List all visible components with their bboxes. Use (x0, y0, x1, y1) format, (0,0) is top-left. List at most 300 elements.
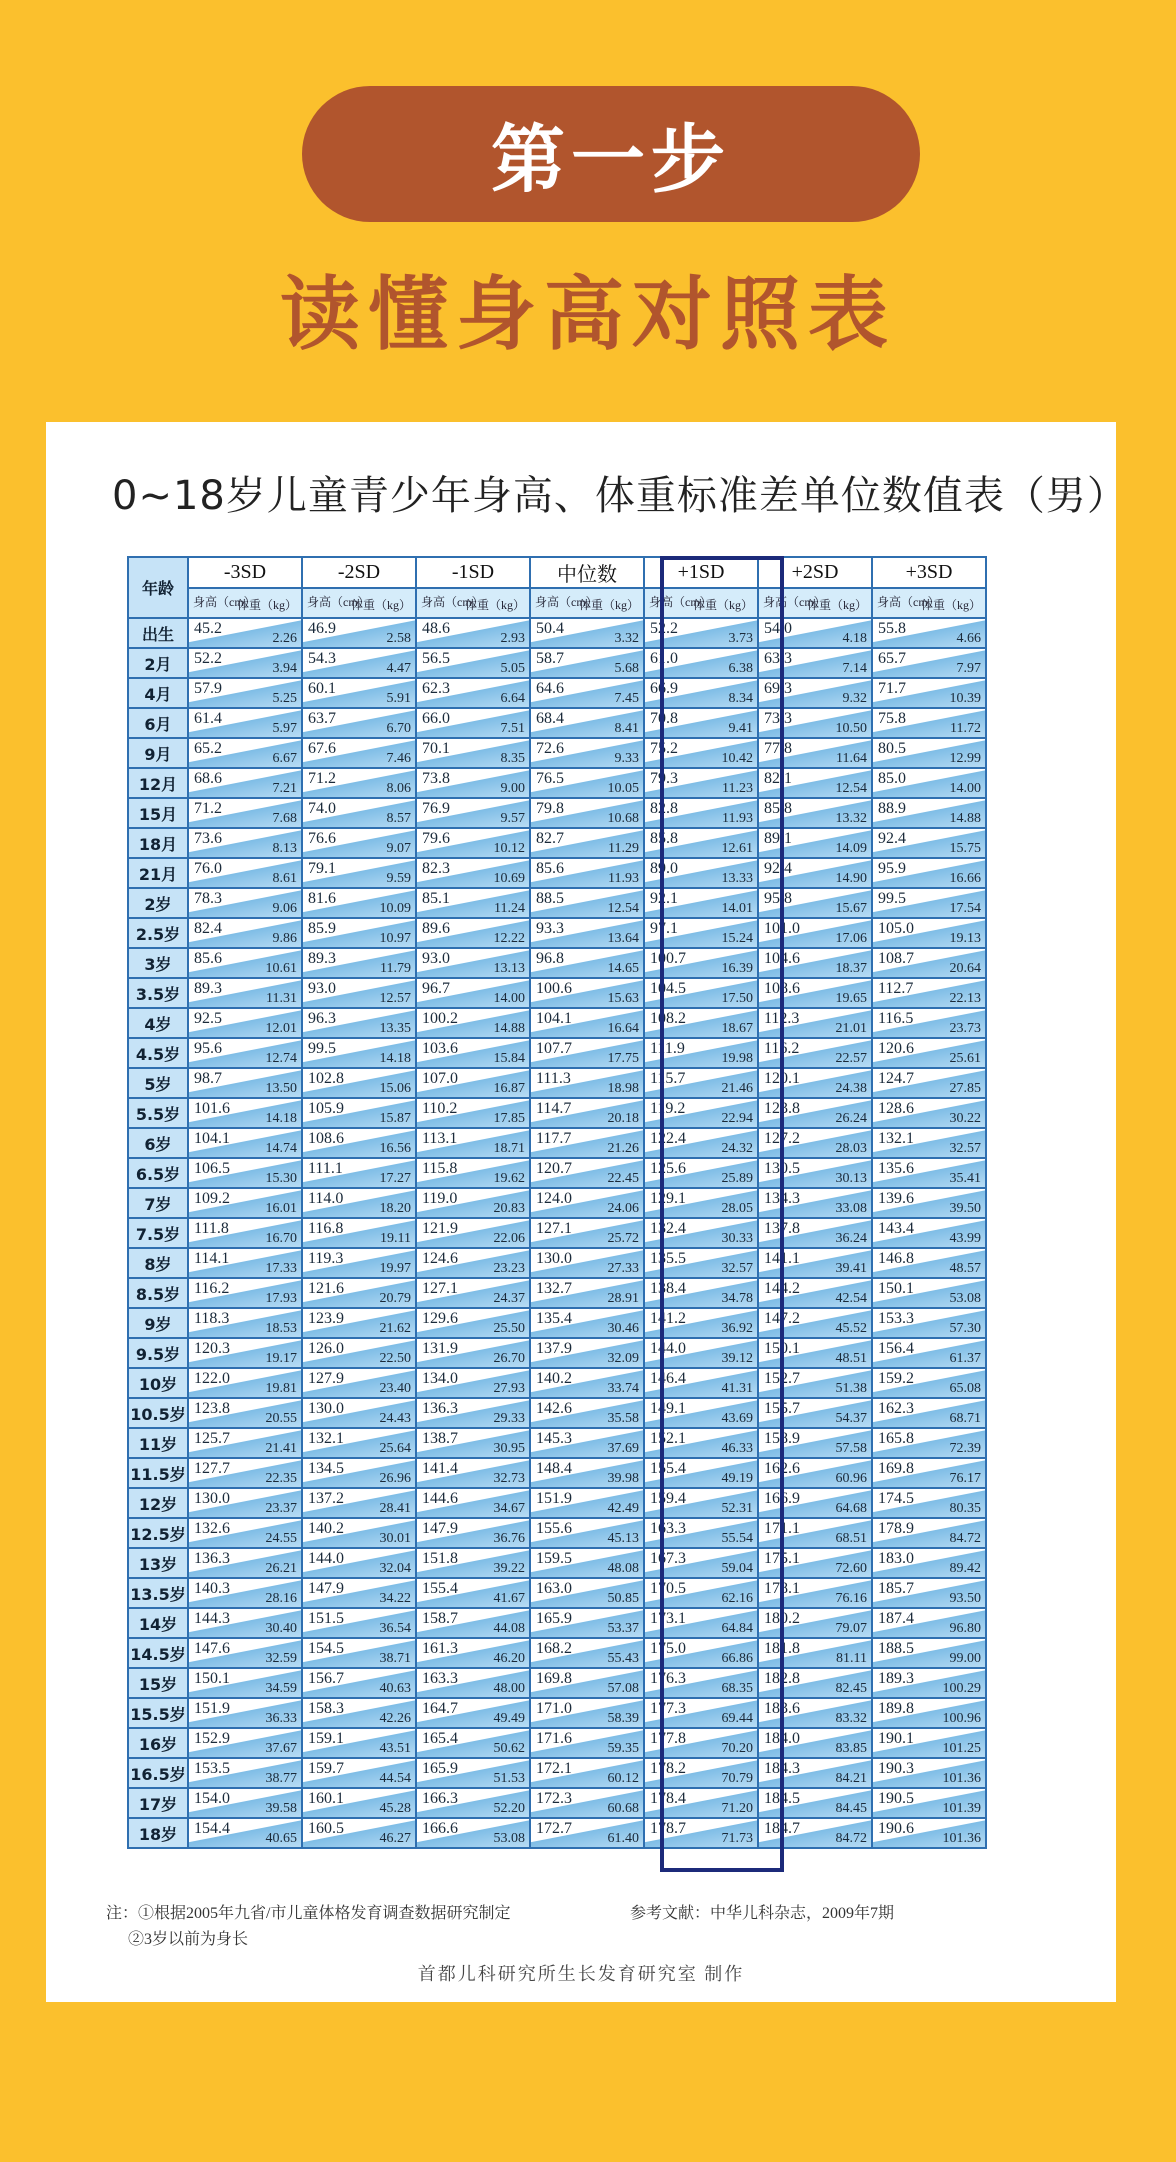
value-cell (302, 1158, 416, 1188)
weight-value: 23.73 (949, 1021, 981, 1036)
height-value: 89.1 (764, 830, 792, 847)
weight-value: 23.37 (265, 1501, 297, 1516)
value-cell (758, 1308, 872, 1338)
age-cell: 8岁 (128, 1248, 188, 1278)
table-row (128, 768, 986, 798)
height-value: 113.1 (422, 1130, 458, 1147)
height-unit-label: 身高（cm） (877, 595, 940, 609)
weight-value: 34.22 (379, 1591, 411, 1606)
value-cell (872, 948, 986, 978)
weight-value: 16.64 (607, 1021, 639, 1036)
value-cell (416, 1548, 530, 1578)
height-value: 115.8 (422, 1160, 458, 1177)
value-cell (416, 1398, 530, 1428)
height-value: 141.2 (650, 1310, 686, 1327)
value-cell (872, 1668, 986, 1698)
height-value: 130.0 (308, 1400, 344, 1417)
weight-value: 32.57 (949, 1141, 981, 1156)
value-cell (872, 1578, 986, 1608)
weight-value: 52.31 (721, 1501, 753, 1516)
height-value: 111.8 (194, 1220, 229, 1237)
table-row (128, 1698, 986, 1728)
weight-value: 23.23 (493, 1261, 525, 1276)
value-cell (872, 1488, 986, 1518)
value-cell (530, 618, 644, 648)
value-cell (530, 1608, 644, 1638)
value-cell (530, 1158, 644, 1188)
value-cell (416, 1578, 530, 1608)
weight-value: 12.22 (493, 931, 525, 946)
height-value: 184.5 (764, 1790, 800, 1807)
value-cell (758, 648, 872, 678)
value-cell (188, 1638, 302, 1668)
height-value: 174.5 (878, 1490, 914, 1507)
value-cell (644, 1608, 758, 1638)
value-cell (644, 708, 758, 738)
weight-unit-label: 体重（kg） (806, 598, 867, 612)
height-value: 104.1 (194, 1130, 230, 1147)
value-cell (416, 1008, 530, 1038)
value-cell (188, 738, 302, 768)
value-cell (758, 768, 872, 798)
weight-value: 61.37 (949, 1351, 981, 1366)
age-cell: 2岁 (128, 888, 188, 918)
height-value: 160.1 (308, 1790, 344, 1807)
value-cell (188, 1488, 302, 1518)
weight-value: 20.79 (379, 1291, 411, 1306)
weight-unit-label: 体重（kg） (920, 598, 981, 612)
age-cell: 5岁 (128, 1068, 188, 1098)
table-row (128, 1188, 986, 1218)
weight-value: 48.57 (949, 1261, 981, 1276)
height-value: 111.1 (308, 1160, 343, 1177)
height-value: 163.3 (422, 1670, 458, 1687)
weight-value: 16.39 (721, 961, 753, 976)
weight-value: 13.35 (379, 1021, 411, 1036)
height-value: 112.3 (764, 1010, 800, 1027)
weight-unit-label: 体重（kg） (692, 598, 753, 612)
height-value: 161.3 (422, 1640, 458, 1657)
height-value: 134.5 (308, 1460, 344, 1477)
age-cell: 12月 (128, 768, 188, 798)
height-value: 97.1 (650, 920, 678, 937)
weight-value: 38.77 (265, 1771, 297, 1786)
weight-value: 52.20 (493, 1801, 525, 1816)
weight-value: 14.00 (949, 781, 981, 796)
table-row (128, 1428, 986, 1458)
weight-value: 53.08 (949, 1291, 981, 1306)
height-value: 138.7 (422, 1430, 458, 1447)
value-cell (644, 1758, 758, 1788)
value-cell (302, 1518, 416, 1548)
value-cell (188, 948, 302, 978)
weight-value: 13.13 (493, 961, 525, 976)
value-cell (302, 1608, 416, 1638)
height-value: 153.5 (194, 1760, 230, 1777)
height-value: 166.9 (764, 1490, 800, 1507)
height-value: 129.1 (650, 1190, 686, 1207)
height-value: 144.0 (650, 1340, 686, 1357)
value-cell (644, 1788, 758, 1818)
weight-value: 25.64 (379, 1441, 411, 1456)
height-value: 187.4 (878, 1610, 914, 1627)
value-cell (872, 1248, 986, 1278)
height-unit-label: 身高（cm） (763, 595, 826, 609)
value-cell (758, 978, 872, 1008)
age-cell: 13.5岁 (128, 1578, 188, 1608)
height-value: 140.2 (308, 1520, 344, 1537)
unit-header-row (128, 588, 986, 618)
height-value: 145.3 (536, 1430, 572, 1447)
weight-value: 89.42 (949, 1561, 981, 1576)
value-cell (302, 648, 416, 678)
unit-header-cell (872, 588, 986, 618)
value-cell (758, 1548, 872, 1578)
weight-value: 7.51 (500, 721, 525, 736)
value-cell (644, 978, 758, 1008)
value-cell (416, 1158, 530, 1188)
weight-value: 76.17 (949, 1471, 981, 1486)
height-value: 67.6 (308, 740, 336, 757)
height-value: 165.9 (422, 1760, 458, 1777)
value-cell (872, 678, 986, 708)
height-value: 62.3 (422, 680, 450, 697)
value-cell (302, 1248, 416, 1278)
value-cell (302, 678, 416, 708)
height-value: 96.7 (422, 980, 450, 997)
age-cell: 9月 (128, 738, 188, 768)
weight-value: 45.13 (607, 1531, 639, 1546)
value-cell (644, 1578, 758, 1608)
height-value: 171.6 (536, 1730, 572, 1747)
height-value: 183.0 (878, 1550, 914, 1567)
value-cell (416, 1458, 530, 1488)
value-cell (872, 1038, 986, 1068)
age-cell: 18岁 (128, 1818, 188, 1848)
height-value: 82.3 (422, 860, 450, 877)
value-cell (416, 1368, 530, 1398)
age-cell: 4.5岁 (128, 1038, 188, 1068)
weight-value: 23.40 (379, 1381, 411, 1396)
value-cell (188, 1218, 302, 1248)
height-value: 99.5 (878, 890, 906, 907)
value-cell (758, 1158, 872, 1188)
height-value: 135.5 (650, 1250, 686, 1267)
value-cell (302, 1548, 416, 1578)
weight-value: 11.93 (608, 871, 639, 886)
height-value: 184.3 (764, 1760, 800, 1777)
value-cell (416, 1488, 530, 1518)
weight-value: 2.58 (386, 631, 411, 646)
height-value: 169.8 (878, 1460, 914, 1477)
weight-value: 36.33 (265, 1711, 297, 1726)
weight-value: 79.07 (835, 1621, 867, 1636)
height-value: 45.2 (194, 620, 222, 637)
weight-value: 10.42 (721, 751, 753, 766)
height-value: 132.6 (194, 1520, 230, 1537)
height-value: 104.5 (650, 980, 686, 997)
value-cell (188, 1728, 302, 1758)
value-cell (530, 1518, 644, 1548)
weight-value: 10.09 (379, 901, 411, 916)
weight-value: 15.67 (835, 901, 867, 916)
value-cell (188, 1398, 302, 1428)
value-cell (302, 948, 416, 978)
weight-value: 30.33 (721, 1231, 753, 1246)
age-cell: 11岁 (128, 1428, 188, 1458)
value-cell (644, 1698, 758, 1728)
value-cell (302, 1278, 416, 1308)
height-value: 172.1 (536, 1760, 572, 1777)
value-cell (416, 1188, 530, 1218)
value-cell (872, 1008, 986, 1038)
weight-value: 2.26 (272, 631, 297, 646)
value-cell (416, 1038, 530, 1068)
value-cell (872, 1788, 986, 1818)
age-cell: 15岁 (128, 1668, 188, 1698)
weight-value: 54.37 (835, 1411, 867, 1426)
value-cell (872, 918, 986, 948)
height-value: 72.6 (536, 740, 564, 757)
height-value: 190.5 (878, 1790, 914, 1807)
weight-value: 8.57 (386, 811, 411, 826)
height-value: 127.2 (764, 1130, 800, 1147)
value-cell (644, 918, 758, 948)
weight-value: 22.06 (493, 1231, 525, 1246)
weight-value: 44.54 (379, 1771, 411, 1786)
unit-header-cell (758, 588, 872, 618)
value-cell (644, 1008, 758, 1038)
weight-value: 18.53 (265, 1321, 297, 1336)
weight-value: 16.87 (493, 1081, 525, 1096)
value-cell (872, 888, 986, 918)
height-value: 172.7 (536, 1820, 572, 1837)
weight-value: 57.08 (607, 1681, 639, 1696)
height-value: 89.3 (308, 950, 336, 967)
weight-value: 41.67 (493, 1591, 525, 1606)
value-cell (188, 1308, 302, 1338)
value-cell (188, 1428, 302, 1458)
value-cell (758, 1248, 872, 1278)
height-value: 112.7 (878, 980, 914, 997)
value-cell (644, 768, 758, 798)
value-cell (530, 1728, 644, 1758)
height-value: 127.1 (422, 1280, 458, 1297)
height-value: 125.6 (650, 1160, 686, 1177)
value-cell (530, 1428, 644, 1458)
height-value: 88.9 (878, 800, 906, 817)
weight-value: 10.97 (379, 931, 411, 946)
height-value: 89.6 (422, 920, 450, 937)
value-cell (872, 1458, 986, 1488)
height-value: 188.5 (878, 1640, 914, 1657)
height-value: 127.1 (536, 1220, 572, 1237)
height-value: 124.7 (878, 1070, 914, 1087)
value-cell (872, 1338, 986, 1368)
sd-header-row (128, 557, 986, 588)
weight-value: 10.39 (949, 691, 981, 706)
height-value: 108.7 (878, 950, 914, 967)
value-cell (302, 1578, 416, 1608)
height-value: 85.0 (878, 770, 906, 787)
height-value: 119.2 (650, 1100, 686, 1117)
table-row (128, 1248, 986, 1278)
height-value: 159.7 (308, 1760, 344, 1777)
weight-value: 8.13 (272, 841, 297, 856)
weight-value: 12.57 (379, 991, 411, 1006)
height-value: 151.9 (536, 1490, 572, 1507)
weight-value: 24.32 (721, 1141, 753, 1156)
weight-value: 20.64 (949, 961, 981, 976)
age-cell: 16.5岁 (128, 1758, 188, 1788)
sd-column-header: +1SD (644, 557, 758, 588)
height-value: 159.1 (308, 1730, 344, 1747)
weight-value: 8.41 (614, 721, 639, 736)
height-value: 137.9 (536, 1340, 572, 1357)
height-value: 54.3 (308, 650, 336, 667)
height-value: 123.8 (194, 1400, 230, 1417)
value-cell (644, 1308, 758, 1338)
value-cell (416, 1518, 530, 1548)
height-value: 154.4 (194, 1820, 230, 1837)
value-cell (416, 1248, 530, 1278)
height-value: 184.7 (764, 1820, 800, 1837)
value-cell (188, 1518, 302, 1548)
height-value: 173.1 (650, 1610, 686, 1627)
weight-value: 48.51 (835, 1351, 867, 1366)
weight-value: 15.30 (265, 1171, 297, 1186)
weight-value: 65.08 (949, 1381, 981, 1396)
weight-value: 8.06 (386, 781, 411, 796)
weight-value: 7.97 (956, 661, 981, 676)
value-cell (644, 1428, 758, 1458)
weight-value: 14.00 (493, 991, 525, 1006)
table-row (128, 948, 986, 978)
weight-value: 55.54 (721, 1531, 753, 1546)
value-cell (644, 1068, 758, 1098)
weight-value: 22.57 (835, 1051, 867, 1066)
weight-value: 27.85 (949, 1081, 981, 1096)
value-cell (530, 708, 644, 738)
weight-value: 14.65 (607, 961, 639, 976)
height-value: 66.9 (650, 680, 678, 697)
weight-value: 19.17 (265, 1351, 297, 1366)
value-cell (416, 1278, 530, 1308)
height-value: 165.9 (536, 1610, 572, 1627)
weight-value: 83.85 (835, 1741, 867, 1756)
height-weight-table (127, 556, 987, 1849)
weight-value: 18.98 (607, 1081, 639, 1096)
value-cell (188, 1038, 302, 1068)
value-cell (872, 1278, 986, 1308)
value-cell (530, 1308, 644, 1338)
height-value: 58.7 (536, 650, 564, 667)
value-cell (644, 1158, 758, 1188)
value-cell (302, 1128, 416, 1158)
weight-value: 43.99 (949, 1231, 981, 1246)
weight-value: 39.50 (949, 1201, 981, 1216)
value-cell (758, 1758, 872, 1788)
height-value: 190.3 (878, 1760, 914, 1777)
weight-value: 12.99 (949, 751, 981, 766)
value-cell (872, 618, 986, 648)
height-value: 156.4 (878, 1340, 914, 1357)
value-cell (644, 1128, 758, 1158)
value-cell (530, 858, 644, 888)
value-cell (644, 1728, 758, 1758)
weight-unit-label: 体重（kg） (236, 598, 297, 612)
value-cell (644, 948, 758, 978)
height-value: 155.4 (650, 1460, 686, 1477)
weight-value: 17.50 (721, 991, 753, 1006)
value-cell (188, 1788, 302, 1818)
weight-value: 16.56 (379, 1141, 411, 1156)
weight-value: 68.51 (835, 1531, 867, 1546)
weight-value: 66.86 (721, 1651, 753, 1666)
height-value: 75.8 (878, 710, 906, 727)
height-value: 111.3 (536, 1070, 571, 1087)
weight-value: 16.01 (265, 1201, 297, 1216)
weight-value: 17.54 (949, 901, 981, 916)
weight-value: 99.00 (949, 1651, 981, 1666)
value-cell (872, 858, 986, 888)
height-value: 136.3 (422, 1400, 458, 1417)
age-cell: 9岁 (128, 1308, 188, 1338)
height-value: 116.8 (308, 1220, 344, 1237)
weight-value: 48.00 (493, 1681, 525, 1696)
height-value: 124.0 (536, 1190, 572, 1207)
height-value: 79.1 (308, 860, 336, 877)
value-cell (644, 888, 758, 918)
height-value: 103.6 (422, 1040, 458, 1057)
weight-value: 19.62 (493, 1171, 525, 1186)
height-value: 163.3 (650, 1520, 686, 1537)
height-value: 123.9 (308, 1310, 344, 1327)
weight-value: 42.54 (835, 1291, 867, 1306)
height-value: 110.2 (422, 1100, 458, 1117)
weight-value: 45.52 (835, 1321, 867, 1336)
value-cell (416, 1758, 530, 1788)
height-value: 85.8 (650, 830, 678, 847)
height-value: 114.1 (194, 1250, 230, 1267)
height-value: 93.0 (308, 980, 336, 997)
height-value: 159.4 (650, 1490, 686, 1507)
weight-value: 15.63 (607, 991, 639, 1006)
weight-value: 4.47 (386, 661, 411, 676)
weight-value: 12.54 (835, 781, 867, 796)
table-row (128, 1038, 986, 1068)
height-value: 92.4 (878, 830, 906, 847)
age-cell: 4月 (128, 678, 188, 708)
height-value: 114.7 (536, 1100, 572, 1117)
table-row (128, 678, 986, 708)
height-value: 135.6 (878, 1160, 914, 1177)
value-cell (530, 1038, 644, 1068)
height-value: 158.7 (422, 1610, 458, 1627)
height-value: 46.9 (308, 620, 336, 637)
value-cell (758, 1068, 872, 1098)
weight-value: 16.66 (949, 871, 981, 886)
height-value: 127.7 (194, 1460, 230, 1477)
height-value: 100.6 (536, 980, 572, 997)
height-value: 111.9 (650, 1040, 685, 1057)
age-cell: 10岁 (128, 1368, 188, 1398)
height-value: 178.2 (650, 1760, 686, 1777)
value-cell (530, 1488, 644, 1518)
value-cell (872, 1818, 986, 1848)
value-cell (872, 1158, 986, 1188)
weight-value: 96.80 (949, 1621, 981, 1636)
